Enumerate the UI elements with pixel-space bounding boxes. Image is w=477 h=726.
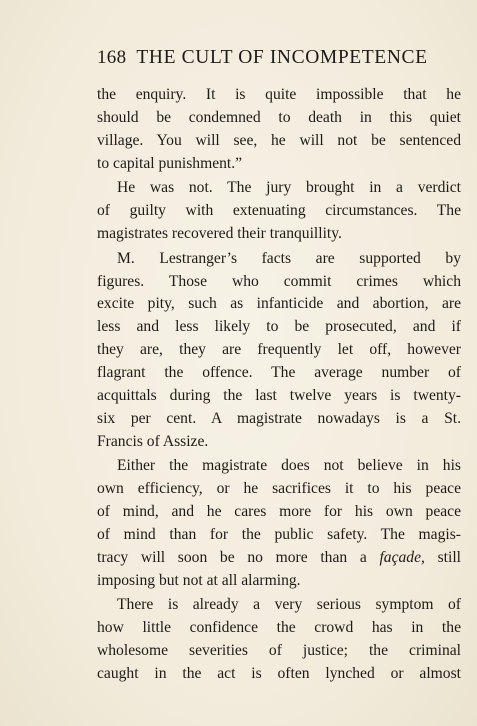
text-line: imposing but not at all alarming. [97, 571, 301, 589]
text-line: six per cent. A magistrate nowadays is a St. [97, 409, 461, 427]
text-line: excite pity, such as infanticide and abortion, are [97, 295, 461, 313]
text-segment: tracy will soon be no more than a [97, 548, 380, 566]
text-segment: still [424, 548, 461, 566]
text-line: flagrant the offence. The average number of [97, 364, 461, 382]
text-line: M. Lestranger’s facts are supported by [117, 249, 461, 267]
text-line: to capital punishment.” [97, 154, 243, 172]
text-line: should be condemned to death in this quiet [97, 108, 461, 126]
text-line: Francis of Assize. [97, 432, 209, 450]
text-line: acquittals during the last twelve years is twenty- [97, 386, 461, 404]
text-line: There is already a very serious symptom of [117, 596, 461, 614]
text-line: village. You will see, he will not be sentenced [97, 131, 461, 149]
text-line: He was not. The jury brought in a verdict [117, 179, 461, 197]
running-title: THE CULT OF INCOMPETENCE [136, 47, 428, 68]
text-line: Either the magistrate does not believe in his [117, 457, 461, 475]
text-line: magistrates recovered their tranquillity. [97, 225, 342, 243]
italic-word: façade, [379, 548, 425, 566]
running-header [97, 47, 461, 71]
body-text [97, 84, 461, 686]
text-line: of guilty with extenuating circumstances. The [97, 202, 461, 220]
text-line: figures. Those who commit crimes which [97, 272, 461, 290]
text-line: less and less likely to be prosecuted, and if [97, 318, 461, 336]
text-line: own efficiency, or he sacrifices it to his peace [97, 480, 461, 498]
text-line [97, 547, 461, 570]
text-line: of mind than for the public safety. The magis- [97, 525, 461, 543]
text-line: the enquiry. It is quite impossible that he [97, 86, 461, 103]
text-line: caught in the act is often lynched or almost [97, 665, 461, 683]
text-line: wholesome severities of justice; the criminal [97, 642, 461, 660]
text-line: how little confidence the crowd has in the [97, 619, 461, 637]
page-number: 168 [97, 47, 127, 68]
text-line: they are, they are frequently let off, however [97, 341, 461, 359]
text-line: of mind, and he cares more for his own peace [97, 503, 461, 521]
